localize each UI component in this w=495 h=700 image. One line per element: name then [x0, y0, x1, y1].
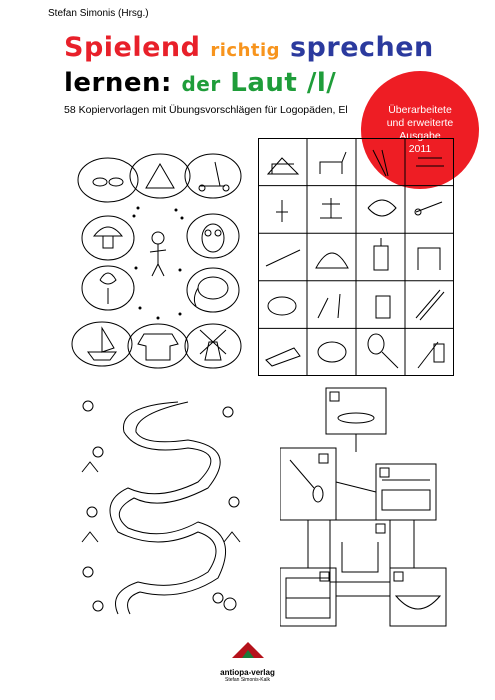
publisher-name: antiopa-verlag	[220, 668, 275, 677]
publisher-subline: Stefan Simonis-Kalk	[224, 677, 271, 683]
publisher-logo-icon	[228, 640, 268, 660]
title-word-spielend: Spielend	[64, 32, 201, 63]
badge-line-4: 2011	[408, 143, 432, 155]
publisher-footer	[0, 640, 495, 683]
title-line-1	[64, 32, 434, 63]
dice-cards-illustration	[280, 382, 448, 630]
title-word-richtig: richtig	[210, 40, 281, 61]
badge-line-3: Ausgabe	[399, 130, 441, 142]
picture-grid-illustration	[258, 138, 454, 376]
badge-line-2: und erweiterte	[386, 117, 454, 129]
bubble-scene-illustration	[70, 138, 246, 376]
board-game-illustration	[78, 392, 244, 620]
title-word-lernen: lernen:	[64, 68, 172, 98]
title-word-laut: Laut /l/	[230, 68, 337, 98]
title-word-der: der	[181, 72, 221, 96]
subtitle: 58 Kopiervorlagen mit Übungsvorschlägen für Logopäden, El	[64, 104, 348, 116]
title-line-2	[64, 68, 336, 98]
title-word-sprechen: sprechen	[289, 32, 434, 63]
editor-credit: Stefan Simonis (Hrsg.)	[48, 8, 149, 19]
badge-line-1: Überarbeitete	[388, 104, 452, 116]
